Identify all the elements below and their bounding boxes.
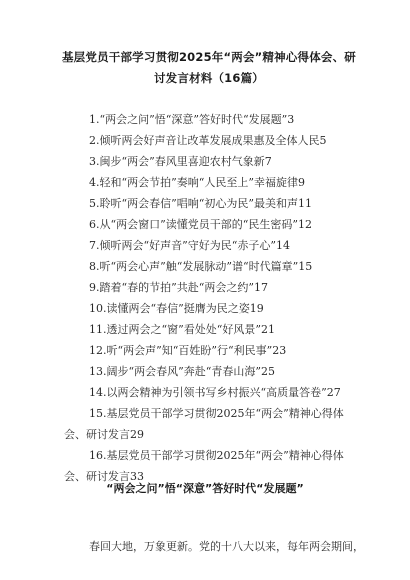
toc-item-13: 13.阔步“两会春风”奔赴“青春山海”25 bbox=[89, 365, 275, 378]
toc-item-10: 10.读懂两会“春信”挺膺为民之姿19 bbox=[89, 302, 264, 315]
body-paragraph-start: 春回大地，万象更新。党的十八大以来，每年两会期间， bbox=[89, 540, 364, 553]
toc-item-16-line-2: 会、研讨发言33 bbox=[64, 470, 144, 483]
toc-item-5: 5.聆听“两会春信”唱响“初心为民”最美和声11 bbox=[89, 197, 312, 210]
toc-item-11: 11.透过两会之“窗”看处处“好风景”21 bbox=[89, 323, 275, 336]
document-title-line-1: 基层党员干部学习贯彻2025年“两会”精神心得体会、研 bbox=[61, 50, 357, 64]
document-title-line-2: 讨发言材料（16篇） bbox=[153, 71, 264, 85]
toc-item-12: 12.听“两会声”知“百姓盼”行“利民事”23 bbox=[89, 344, 287, 357]
toc-item-8: 8.听“两会心声”触“发展脉动”谱“时代篇章”15 bbox=[89, 260, 313, 273]
toc-item-7: 7.倾听两会“好声音”守好为民“赤子心”14 bbox=[89, 239, 290, 252]
toc-item-15-line-2: 会、研讨发言29 bbox=[64, 428, 144, 441]
toc-item-9: 9.踏着“春的节拍”共赴“两会之约”17 bbox=[89, 281, 268, 294]
toc-item-16-line-1: 16.基层党员干部学习贯彻2025年“两会”精神心得体 bbox=[89, 449, 344, 462]
toc-item-15-line-1: 15.基层党员干部学习贯彻2025年“两会”精神心得体 bbox=[89, 407, 344, 420]
toc-item-4: 4.轻和“两会节拍”奏响“人民至上”幸福旋律9 bbox=[89, 176, 305, 189]
section-title: “两会之问”悟“深意”答好时代“发展题” bbox=[106, 482, 304, 495]
toc-item-1: 1.“两会之问”悟“深意”答好时代“发展题”3 bbox=[89, 113, 295, 126]
toc-item-3: 3.闽步“两会”春风里喜迎农村气象新7 bbox=[89, 155, 272, 168]
toc-item-6: 6.从“两会窗口”读懂党员干部的“民生密码”12 bbox=[89, 218, 312, 231]
toc-item-14: 14.以两会精神为引领书写乡村振兴“高质量答卷”27 bbox=[89, 386, 341, 399]
toc-item-2: 2.倾听两会好声音让改革发展成果惠及全体人民5 bbox=[89, 134, 327, 147]
